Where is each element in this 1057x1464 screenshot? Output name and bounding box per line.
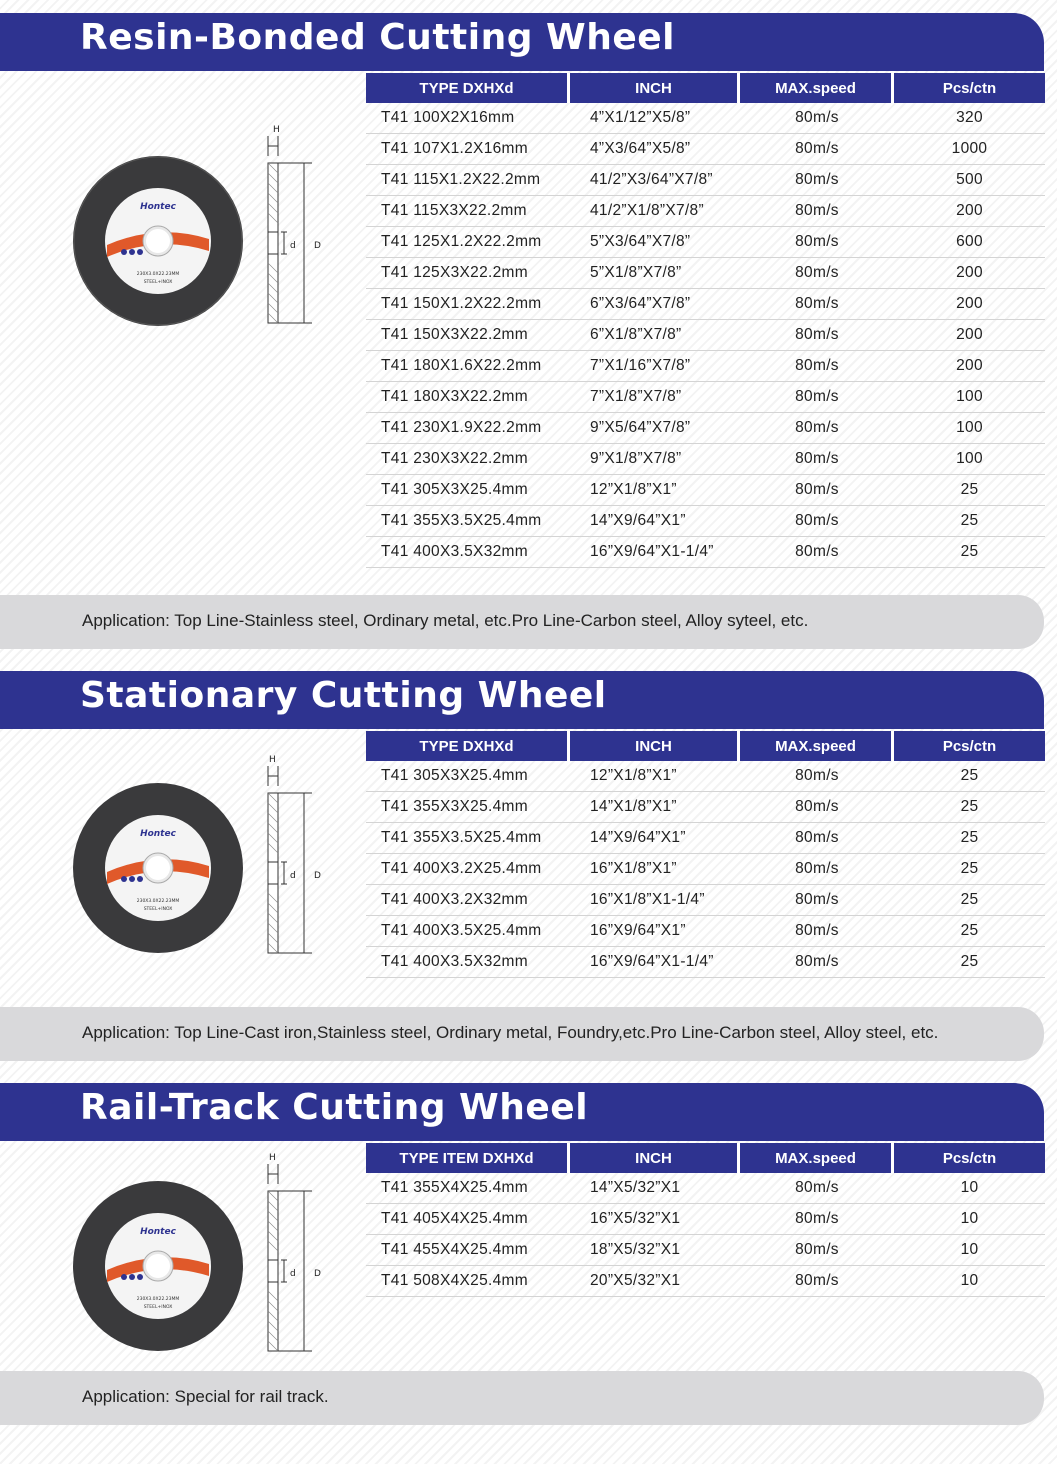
cell-inch: 4”X1/12”X5/8” [570, 103, 740, 134]
cell-inch: 14”X9/64”X1” [570, 506, 740, 537]
cutting-wheel-image [72, 782, 244, 954]
cell-pcs: 10 [894, 1235, 1045, 1266]
cell-pcs: 25 [894, 761, 1045, 792]
cell-inch: 18”X5/32”X1 [570, 1235, 740, 1266]
cell-type: T41 180X3X22.2mm [366, 382, 570, 413]
cell-speed: 80m/s [740, 351, 894, 382]
cell-inch: 41/2”X3/64”X7/8” [570, 165, 740, 196]
column-header-pcs: Pcs/ctn [894, 731, 1045, 761]
cell-speed: 80m/s [740, 761, 894, 792]
cell-pcs: 25 [894, 854, 1045, 885]
table-header-row [366, 73, 1045, 103]
dimension-diagram [262, 1150, 332, 1355]
table-row [366, 1173, 1045, 1204]
column-header-type: TYPE DXHXd [366, 731, 570, 761]
svg-text:H: H [269, 1153, 276, 1163]
cell-inch: 16”X9/64”X1-1/4” [570, 537, 740, 568]
cutting-wheel-image [72, 1180, 244, 1352]
cell-inch: 6”X3/64”X7/8” [570, 289, 740, 320]
cell-speed: 80m/s [740, 258, 894, 289]
application-text: Application: Special for rail track. [82, 1387, 329, 1406]
cell-type: T41 355X3.5X25.4mm [366, 506, 570, 537]
wheel-material-text: STEEL+INOX [143, 907, 173, 912]
cell-type: T41 400X3.5X32mm [366, 947, 570, 978]
application-bar [0, 1371, 1044, 1425]
application-text: Application: Top Line-Cast iron,Stainless steel, Ordinary metal, Foundry,etc.Pro Line-Carbon steel, Alloy steel, etc. [82, 1023, 939, 1042]
wheel-brand-text: Hontec [140, 202, 176, 212]
svg-text:d: d [290, 241, 296, 251]
cell-speed: 80m/s [740, 854, 894, 885]
cell-pcs: 25 [894, 792, 1045, 823]
svg-text:H: H [269, 755, 276, 765]
cell-speed: 80m/s [740, 444, 894, 475]
cell-pcs: 25 [894, 823, 1045, 854]
cell-inch: 16”X9/64”X1-1/4” [570, 947, 740, 978]
table-row [366, 134, 1045, 165]
table-row [366, 916, 1045, 947]
cell-pcs: 25 [894, 475, 1045, 506]
cell-type: T41 100X2X16mm [366, 103, 570, 134]
cell-inch: 16”X1/8”X1” [570, 854, 740, 885]
table-row [366, 947, 1045, 978]
cell-pcs: 100 [894, 413, 1045, 444]
cell-pcs: 200 [894, 196, 1045, 227]
wheel-size-text: 230X3.0X22.23MM [136, 272, 180, 277]
table-row [366, 854, 1045, 885]
cell-speed: 80m/s [740, 792, 894, 823]
section-title: Rail-Track Cutting Wheel [80, 1087, 589, 1128]
cell-speed: 80m/s [740, 1235, 894, 1266]
table-row [366, 103, 1045, 134]
cell-inch: 20”X5/32”X1 [570, 1266, 740, 1297]
cell-pcs: 200 [894, 320, 1045, 351]
table-row [366, 196, 1045, 227]
cell-type: T41 230X1.9X22.2mm [366, 413, 570, 444]
cell-speed: 80m/s [740, 382, 894, 413]
cell-pcs: 25 [894, 885, 1045, 916]
section-title: Stationary Cutting Wheel [80, 675, 607, 716]
table-row [366, 761, 1045, 792]
spec-table [366, 1143, 1045, 1297]
spec-table [366, 731, 1045, 978]
cell-type: T41 400X3.2X25.4mm [366, 854, 570, 885]
wheel-size-text: 230X3.0X22.23MM [136, 1297, 180, 1302]
svg-text:D: D [314, 241, 321, 251]
cell-type: T41 230X3X22.2mm [366, 444, 570, 475]
cell-type: T41 355X4X25.4mm [366, 1173, 570, 1204]
cell-pcs: 25 [894, 916, 1045, 947]
cell-inch: 12”X1/8”X1” [570, 475, 740, 506]
section-banner [0, 13, 1044, 71]
cell-type: T41 400X3.5X25.4mm [366, 916, 570, 947]
cell-inch: 16”X1/8”X1-1/4” [570, 885, 740, 916]
svg-text:d: d [290, 1269, 296, 1279]
column-header-pcs: Pcs/ctn [894, 1143, 1045, 1173]
cell-pcs: 25 [894, 947, 1045, 978]
table-row [366, 165, 1045, 196]
cell-type: T41 115X3X22.2mm [366, 196, 570, 227]
application-bar [0, 1007, 1044, 1061]
table-row [366, 792, 1045, 823]
cell-inch: 14”X5/32”X1 [570, 1173, 740, 1204]
cell-pcs: 25 [894, 537, 1045, 568]
cell-inch: 5”X1/8”X7/8” [570, 258, 740, 289]
table-row [366, 351, 1045, 382]
cell-inch: 16”X9/64”X1” [570, 916, 740, 947]
cell-type: T41 400X3.5X32mm [366, 537, 570, 568]
cell-pcs: 25 [894, 506, 1045, 537]
cell-type: T41 355X3X25.4mm [366, 792, 570, 823]
cell-inch: 7”X1/8”X7/8” [570, 382, 740, 413]
table-row [366, 885, 1045, 916]
cell-type: T41 150X1.2X22.2mm [366, 289, 570, 320]
cell-type: T41 305X3X25.4mm [366, 475, 570, 506]
cell-inch: 9”X1/8”X7/8” [570, 444, 740, 475]
application-bar [0, 595, 1044, 649]
cell-inch: 4”X3/64”X5/8” [570, 134, 740, 165]
cell-inch: 6”X1/8”X7/8” [570, 320, 740, 351]
cell-type: T41 355X3.5X25.4mm [366, 823, 570, 854]
dimension-diagram [262, 122, 332, 327]
cell-speed: 80m/s [740, 537, 894, 568]
cell-pcs: 500 [894, 165, 1045, 196]
table-row [366, 289, 1045, 320]
cell-speed: 80m/s [740, 165, 894, 196]
wheel-brand-text: Hontec [140, 829, 176, 839]
cell-type: T41 150X3X22.2mm [366, 320, 570, 351]
cell-speed: 80m/s [740, 1173, 894, 1204]
cell-pcs: 320 [894, 103, 1045, 134]
cell-type: T41 508X4X25.4mm [366, 1266, 570, 1297]
cell-speed: 80m/s [740, 289, 894, 320]
cell-inch: 14”X9/64”X1” [570, 823, 740, 854]
cell-type: T41 125X3X22.2mm [366, 258, 570, 289]
cell-speed: 80m/s [740, 1204, 894, 1235]
svg-text:d: d [290, 871, 296, 881]
cell-type: T41 305X3X25.4mm [366, 761, 570, 792]
table-row [366, 1235, 1045, 1266]
cell-type: T41 115X1.2X22.2mm [366, 165, 570, 196]
cell-inch: 12”X1/8”X1” [570, 761, 740, 792]
column-header-speed: MAX.speed [740, 731, 894, 761]
cell-pcs: 10 [894, 1266, 1045, 1297]
cell-speed: 80m/s [740, 103, 894, 134]
cell-pcs: 200 [894, 351, 1045, 382]
column-header-inch: INCH [570, 1143, 740, 1173]
cell-pcs: 200 [894, 258, 1045, 289]
column-header-speed: MAX.speed [740, 1143, 894, 1173]
table-row [366, 382, 1045, 413]
wheel-size-text: 230X3.0X22.23MM [136, 899, 180, 904]
wheel-material-text: STEEL+INOX [143, 280, 173, 285]
cell-speed: 80m/s [740, 823, 894, 854]
cell-inch: 14”X1/8”X1” [570, 792, 740, 823]
application-text: Application: Top Line-Stainless steel, Ordinary metal, etc.Pro Line-Carbon steel, Alloy syteel, etc. [82, 611, 809, 630]
table-row [366, 413, 1045, 444]
cell-speed: 80m/s [740, 947, 894, 978]
cell-speed: 80m/s [740, 885, 894, 916]
table-header-row [366, 1143, 1045, 1173]
section-banner [0, 1083, 1044, 1141]
column-header-speed: MAX.speed [740, 73, 894, 103]
cell-pcs: 10 [894, 1204, 1045, 1235]
column-header-pcs: Pcs/ctn [894, 73, 1045, 103]
table-row [366, 444, 1045, 475]
dimension-diagram [262, 752, 332, 957]
cell-speed: 80m/s [740, 134, 894, 165]
column-header-inch: INCH [570, 73, 740, 103]
cell-pcs: 100 [894, 382, 1045, 413]
cell-speed: 80m/s [740, 475, 894, 506]
table-row [366, 1204, 1045, 1235]
cell-type: T41 400X3.2X32mm [366, 885, 570, 916]
wheel-brand-text: Hontec [140, 1227, 176, 1237]
cell-pcs: 10 [894, 1173, 1045, 1204]
column-header-type: TYPE DXHXd [366, 73, 570, 103]
table-row [366, 537, 1045, 568]
cell-pcs: 600 [894, 227, 1045, 258]
table-row [366, 227, 1045, 258]
cell-speed: 80m/s [740, 320, 894, 351]
cell-type: T41 180X1.6X22.2mm [366, 351, 570, 382]
table-row [366, 506, 1045, 537]
cutting-wheel-image [72, 155, 244, 327]
section-title: Resin-Bonded Cutting Wheel [80, 17, 676, 58]
table-row [366, 320, 1045, 351]
table-row [366, 1266, 1045, 1297]
cell-speed: 80m/s [740, 916, 894, 947]
cell-speed: 80m/s [740, 196, 894, 227]
cell-inch: 7”X1/16”X7/8” [570, 351, 740, 382]
table-header-row [366, 731, 1045, 761]
cell-type: T41 107X1.2X16mm [366, 134, 570, 165]
cell-type: T41 455X4X25.4mm [366, 1235, 570, 1266]
svg-text:D: D [314, 1269, 321, 1279]
table-row [366, 823, 1045, 854]
cell-pcs: 200 [894, 289, 1045, 320]
column-header-inch: INCH [570, 731, 740, 761]
table-row [366, 475, 1045, 506]
column-header-type: TYPE ITEM DXHXd [366, 1143, 570, 1173]
cell-speed: 80m/s [740, 413, 894, 444]
cell-inch: 41/2”X1/8”X7/8” [570, 196, 740, 227]
cell-speed: 80m/s [740, 506, 894, 537]
spec-table [366, 73, 1045, 568]
cell-type: T41 405X4X25.4mm [366, 1204, 570, 1235]
cell-speed: 80m/s [740, 1266, 894, 1297]
cell-inch: 16”X5/32”X1 [570, 1204, 740, 1235]
cell-inch: 9”X5/64”X7/8” [570, 413, 740, 444]
section-banner [0, 671, 1044, 729]
svg-text:H: H [273, 125, 280, 135]
wheel-material-text: STEEL+INOX [143, 1305, 173, 1310]
cell-pcs: 100 [894, 444, 1045, 475]
cell-pcs: 1000 [894, 134, 1045, 165]
table-row [366, 258, 1045, 289]
cell-type: T41 125X1.2X22.2mm [366, 227, 570, 258]
cell-inch: 5”X3/64”X7/8” [570, 227, 740, 258]
svg-text:D: D [314, 871, 321, 881]
cell-speed: 80m/s [740, 227, 894, 258]
